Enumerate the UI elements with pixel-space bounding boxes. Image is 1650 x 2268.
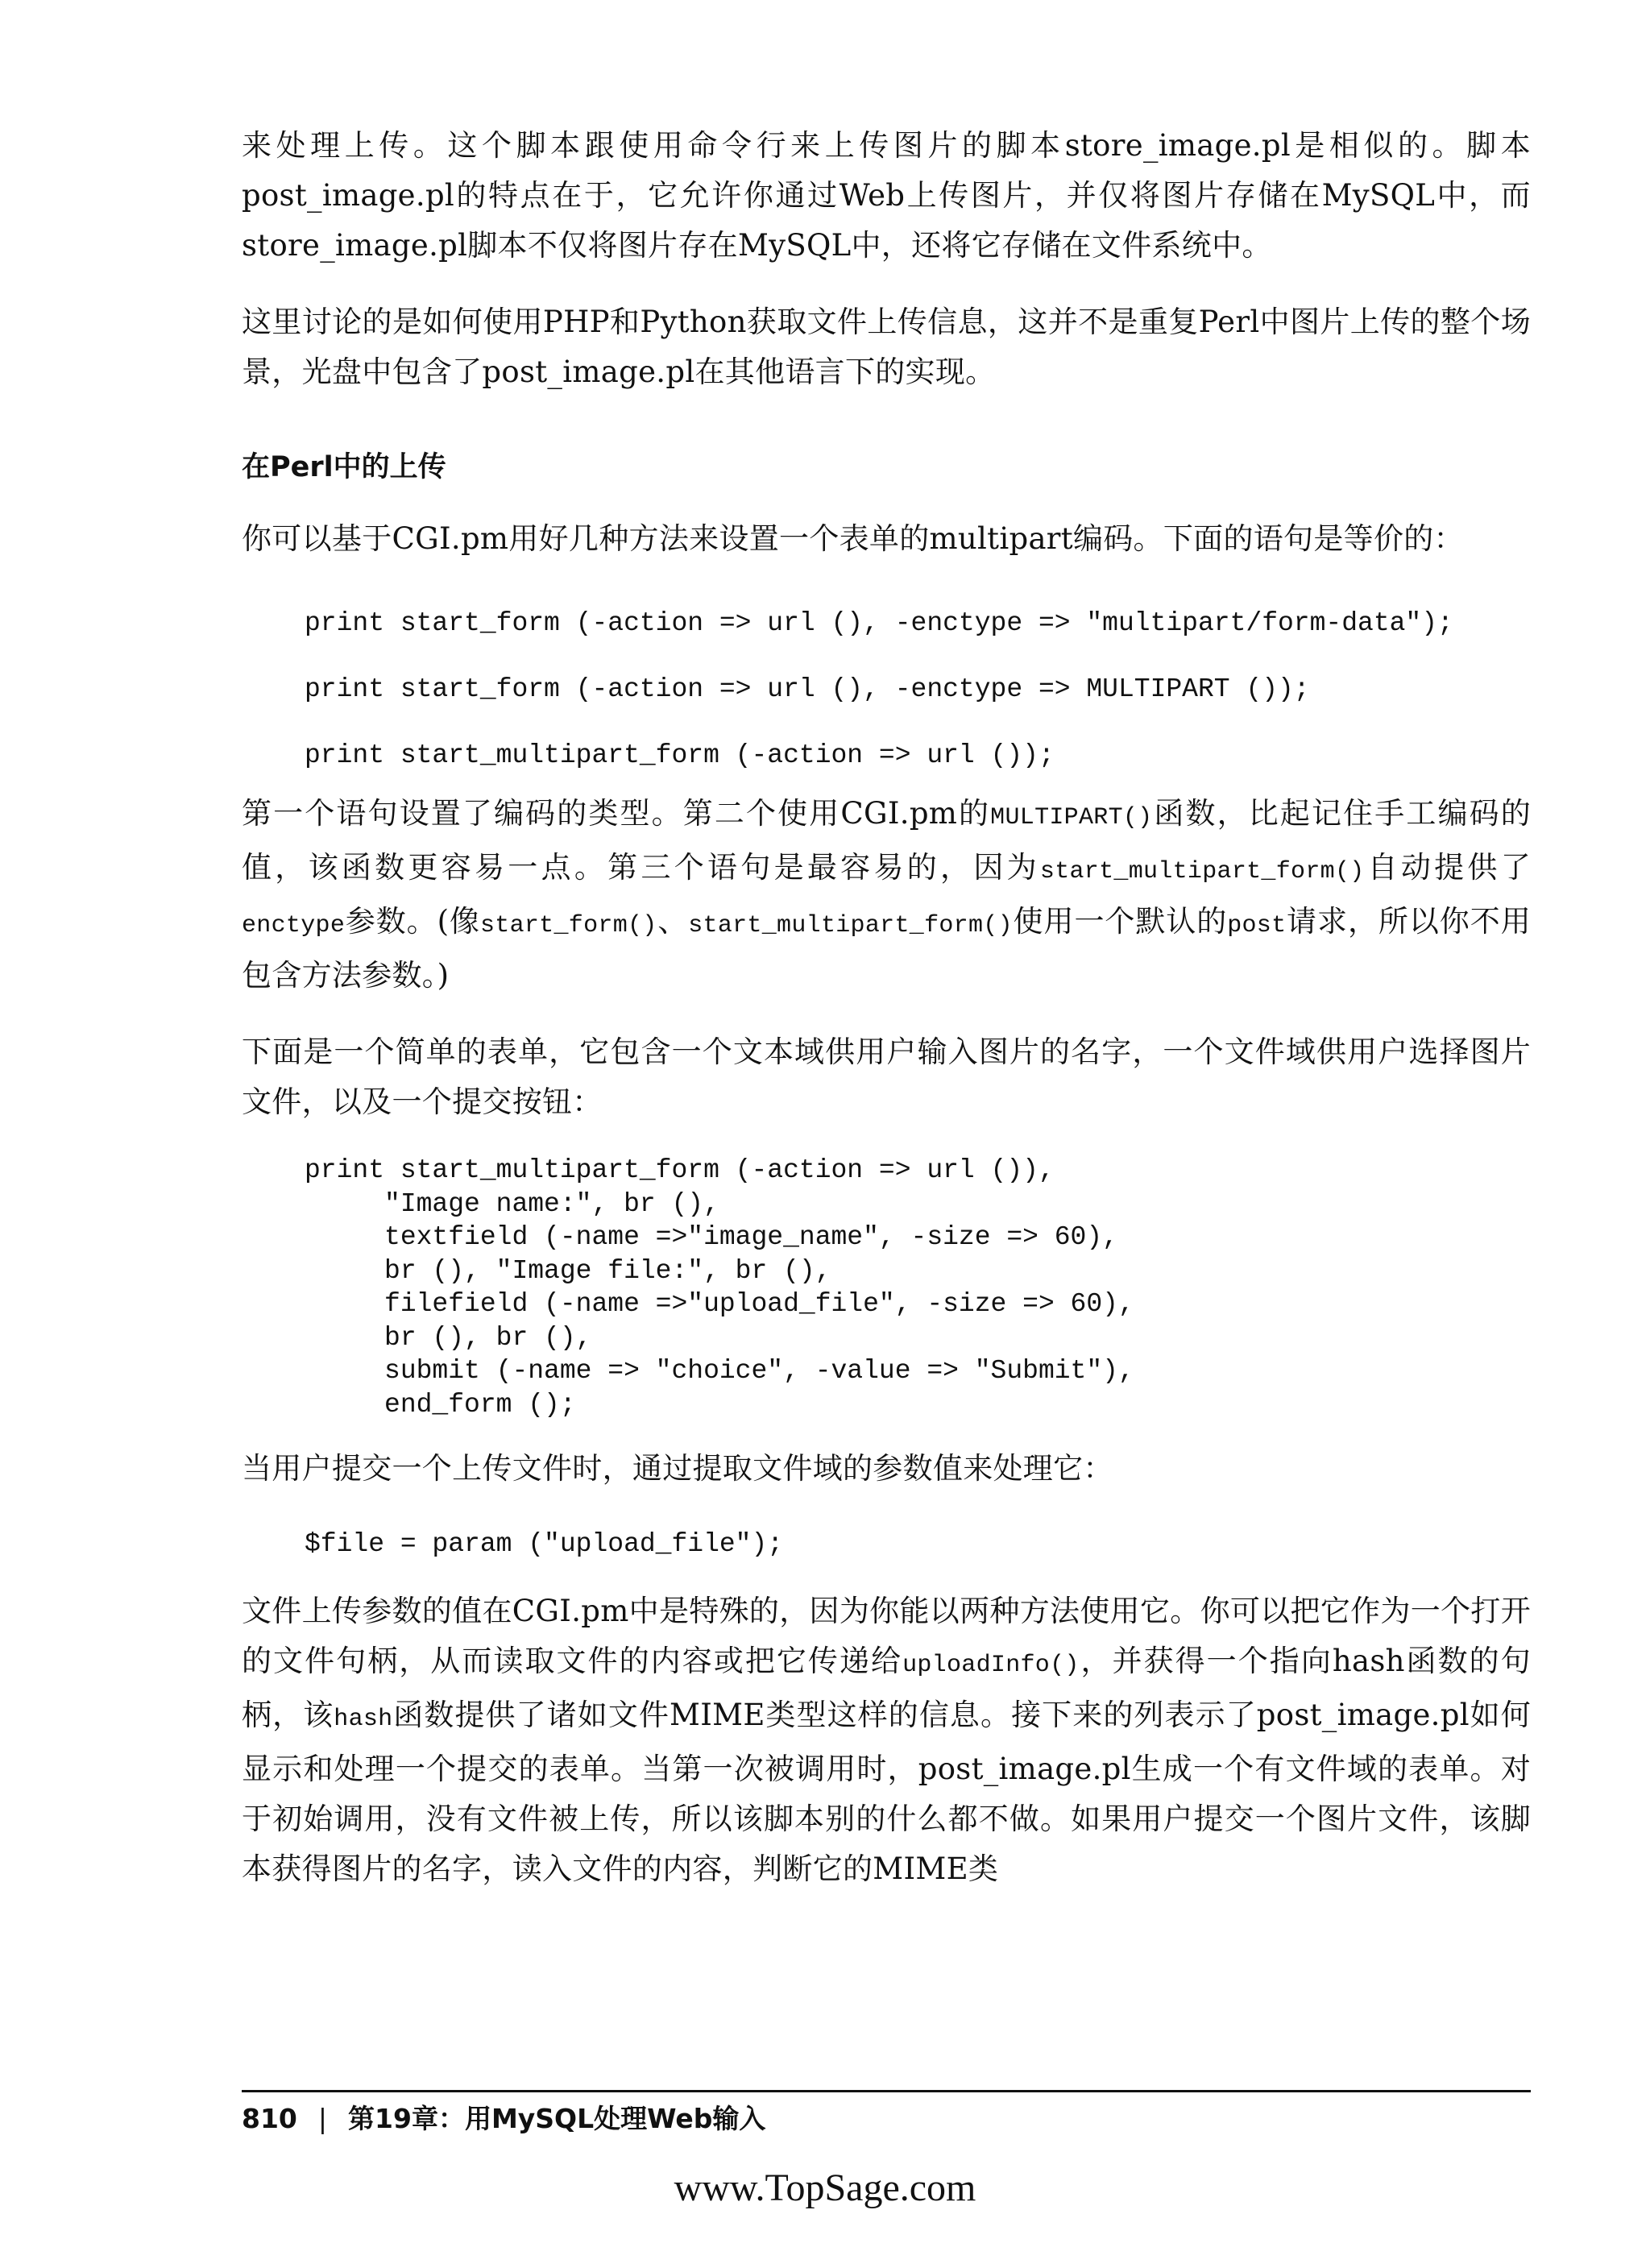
text-segment: ，并获得一个指向hash函数的句柄，该 — [242, 1644, 1531, 1732]
code-block-form: print start_multipart_form (-action => url ()), "Image name:", br (), textfield (-name =>"image_name", -size => 60), br (), "Image file:", br (), filefield (-name =>"upload_file", -size => 60), br (), br (), submit (-name => "choice", -value => "Submit"), end_form (); — [305, 1155, 1134, 1420]
page-body — [242, 121, 1531, 1921]
inline-code: uploadInfo() — [902, 1652, 1080, 1679]
text-segment: 文件上传参数的值在CGI.pm中是特殊的，因为你能以两种方法使用它。你可以把它作为一个打开的文件句柄，从而读取文件的内容或把它传递给 — [242, 1594, 1531, 1678]
text-segment: 参数。(像 — [345, 904, 480, 939]
chapter-title: 第19章：用MySQL处理Web输入 — [348, 2103, 766, 2134]
inline-code: start_multipart_form() — [688, 912, 1013, 939]
website-watermark: www.TopSage.com — [674, 2166, 976, 2209]
footer-separator: | — [317, 2103, 328, 2134]
page-footer — [242, 2101, 765, 2137]
paragraph-explanation — [242, 789, 1531, 1001]
text-segment: 函数提供了诸如文件MIME类型这样的信息。接下来的列表示了post_image.pl如何显示和处理一个提交的表单。当第一次被调用时，post_image.pl生成一个有文件域的表单。对于初始调用，没有文件被上传，所以该脚本别的什么都不做。如果用户提交一个图片文件，该脚本获得图片的名字，读入文件的内容，判断它的MIME类 — [242, 1698, 1532, 1886]
paragraph-upload-param — [242, 1586, 1531, 1894]
text-segment: 使用一个默认的 — [1012, 904, 1228, 939]
footer-rule — [242, 2090, 1531, 2092]
inline-code: post — [1227, 912, 1287, 939]
text-segment: 请求，所以你不用包含方法参数。) — [242, 904, 1531, 993]
code-line-param: $file = param ("upload_file"); — [305, 1529, 784, 1559]
inline-code: MULTIPART() — [990, 804, 1153, 831]
inline-code: start_multipart_form() — [1039, 858, 1365, 885]
section-heading: 在Perl中的上传 — [242, 451, 446, 483]
inline-code: enctype — [242, 912, 346, 939]
code-line-start-multipart-form: print start_multipart_form (-action => url ()); — [305, 740, 1055, 770]
paragraph-languages: 这里讨论的是如何使用PHP和Python获取文件上传信息，这并不是重复Perl中图片上传的整个场景，光盘中包含了post_image.pl在其他语言下的实现。 — [242, 305, 1531, 389]
paragraph-intro: 来处理上传。这个脚本跟使用命令行来上传图片的脚本store_image.pl是相似的。脚本post_image.pl的特点在于，它允许你通过Web上传图片，并仅将图片存储在MySQL中，而store_image.pl脚本不仅将图片存在MySQL中，还将它存储在文件系统中。 — [242, 128, 1531, 263]
inline-code: hash — [334, 1706, 393, 1733]
paragraph-multipart-intro: 你可以基于CGI.pm用好几种方法来设置一个表单的multipart编码。下面的语句是等价的： — [242, 521, 1464, 556]
code-line-start-form-multipart: print start_form (-action => url (), -enctype => MULTIPART ()); — [305, 674, 1310, 704]
page-number: 810 — [242, 2103, 297, 2134]
text-segment: 第一个语句设置了编码的类型。第二个使用CGI.pm的 — [242, 796, 991, 831]
code-line-start-form: print start_form (-action => url (), -enctype => "multipart/form-data"); — [305, 608, 1453, 638]
paragraph-submit: 当用户提交一个上传文件时，通过提取文件域的参数值来处理它： — [242, 1451, 1113, 1486]
inline-code: start_form() — [479, 912, 657, 939]
text-segment: 、 — [657, 904, 689, 939]
text-segment: 自动提供了 — [1364, 850, 1531, 885]
text-segment: 函数，比起记住手工编码的值，该函数更容易一点。第三个语句是最容易的，因为 — [242, 796, 1532, 885]
paragraph-form-description: 下面是一个简单的表单，它包含一个文本域供用户输入图片的名字，一个文件域供用户选择图片文件，以及一个提交按钮： — [242, 1034, 1531, 1119]
